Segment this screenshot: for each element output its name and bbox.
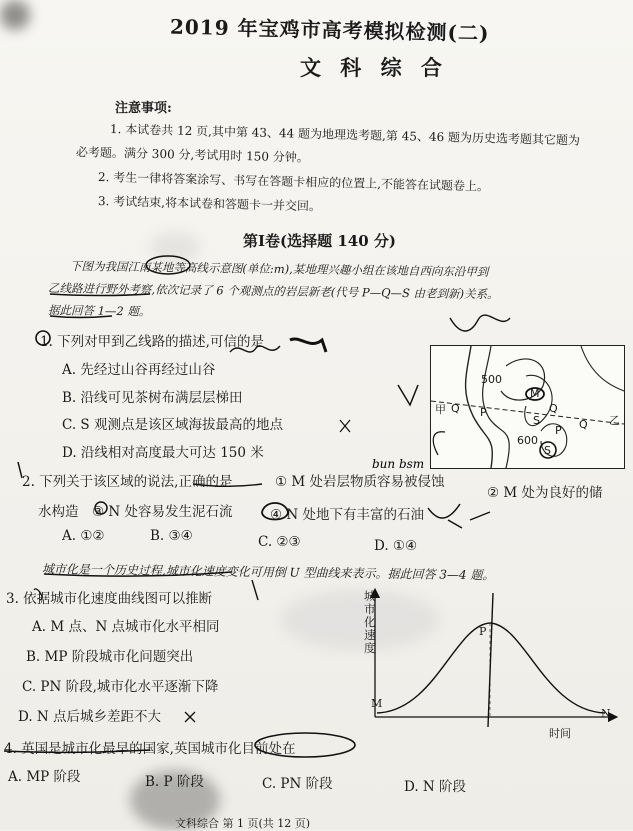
map-label: P (480, 406, 487, 419)
graph-y-axis-label: 城市化速度 (364, 589, 376, 655)
question-3-option-b[interactable]: B. MP 阶段城市化问题突出 (26, 649, 194, 665)
question-1-option-d[interactable]: D. 沿线相对高度最大可达 150 米 (62, 445, 264, 461)
question-2-option-a[interactable]: A. ①② (62, 528, 105, 544)
map-label: M (530, 387, 540, 400)
question-2-option-d[interactable]: D. ①④ (374, 538, 418, 554)
notice-heading: 注意事项: (115, 101, 172, 116)
notice-item: 2. 考生一律将答案涂写、书写在答题卡相应的位置上,不能答在试题卷上。 (97, 170, 490, 194)
question-4-option-d[interactable]: D. N 阶段 (404, 779, 467, 795)
graph-point-label: P (479, 625, 487, 638)
question-1-option-a[interactable]: A. 先经过山谷再经过山谷 (62, 362, 216, 378)
map-label: S (533, 414, 540, 427)
page-title: 2019 年宝鸡市高考模拟检测(二) (169, 14, 490, 46)
graph-x-axis-label: 时间 (549, 727, 571, 740)
question-2-option-b[interactable]: B. ③④ (150, 528, 193, 544)
map-label: 乙 (609, 414, 620, 427)
handwritten-note: bun bsm (372, 457, 425, 471)
question-3-option-a[interactable]: A. M 点、N 点城市化水平相同 (32, 619, 220, 635)
page-footer: 文科综合 第 1 页(共 12 页) (175, 817, 311, 830)
question-2-statement: ② M 处为良好的储 (487, 485, 603, 501)
notice-item: 1. 本试卷共 12 页,其中第 43、44 题为地理选考题,第 45、46 题为历史选考题其它题为 (109, 122, 581, 148)
map-label: 甲 (435, 403, 446, 416)
intro-line: 下图为我国江南某地等高线示意图(单位:m),某地理兴趣小组在该地自西向东沿甲到 (69, 259, 489, 279)
question-1-option-b[interactable]: B. 沿线可见茶树布满层层梯田 (62, 390, 243, 406)
map-label: Q (549, 402, 558, 415)
notice-item: 必考题。满分 300 分,考试用时 150 分钟。 (75, 145, 309, 165)
question-4-option-b[interactable]: B. P 阶段 (145, 774, 204, 790)
question-1-stem: 1. 下列对甲到乙线路的描述,可信的是 (40, 334, 264, 350)
urbanization-curve (355, 585, 623, 745)
question-2-option-c[interactable]: C. ②③ (258, 534, 301, 550)
question-3-option-c[interactable]: C. PN 阶段,城市化水平逐渐下降 (22, 679, 219, 695)
question-2-statement: ① M 处岩层物质容易被侵蚀 (275, 474, 445, 490)
notice-item: 3. 考试结束,将本试卷和答题卡一并交回。 (97, 194, 322, 214)
question-2-statement: ④ N 处地下有丰富的石油 (270, 507, 424, 523)
map-label: Q (579, 418, 588, 431)
question-2-stem: 2. 下列关于该区域的说法,正确的是 (22, 474, 233, 490)
section-title: 第Ⅰ卷(选择题 140 分) (243, 232, 396, 250)
page-subtitle: 文 科 综 合 (300, 55, 448, 80)
map-label: P (555, 424, 562, 437)
intro-line: 据此回答 1—2 题。 (47, 303, 151, 319)
question-3-stem: 3. 依据城市化速度曲线图可以推断 (6, 591, 213, 607)
map-label: 600 (517, 434, 538, 447)
map-label: Q (451, 402, 460, 415)
question-4-stem: 4. 英国是城市化最早的国家,英国城市化目前处在 (4, 741, 296, 757)
map-label: S (544, 444, 551, 457)
question-1-option-c[interactable]: C. S 观测点是该区域海拔最高的地点 (62, 417, 283, 433)
intro-line: 城市化是一个历史过程,城市化速度变化可用倒 U 型曲线来表示。据此回答 3—4 题。 (41, 562, 495, 583)
contour-map (430, 345, 625, 469)
question-3-option-d[interactable]: D. N 点后城乡差距不大 (18, 709, 162, 725)
urbanization-curve-graph (355, 585, 623, 745)
paper-stain (0, 0, 30, 30)
graph-point-label: N (601, 707, 611, 720)
question-4-option-c[interactable]: C. PN 阶段 (262, 776, 333, 792)
question-4-option-a[interactable]: A. MP 阶段 (8, 769, 81, 785)
graph-point-label: M (371, 697, 383, 710)
paper-stain (150, 232, 200, 262)
map-label: 500 (481, 373, 502, 386)
question-2-statement: ③ N 处容易发生泥石流 (92, 504, 233, 520)
question-2-statement: 水构造 (38, 504, 79, 520)
intro-line: 乙线路进行野外考察,依次记录了 6 个观测点的岩层新老(代号 P—Q—S 由老到新)关系。 (47, 281, 499, 302)
